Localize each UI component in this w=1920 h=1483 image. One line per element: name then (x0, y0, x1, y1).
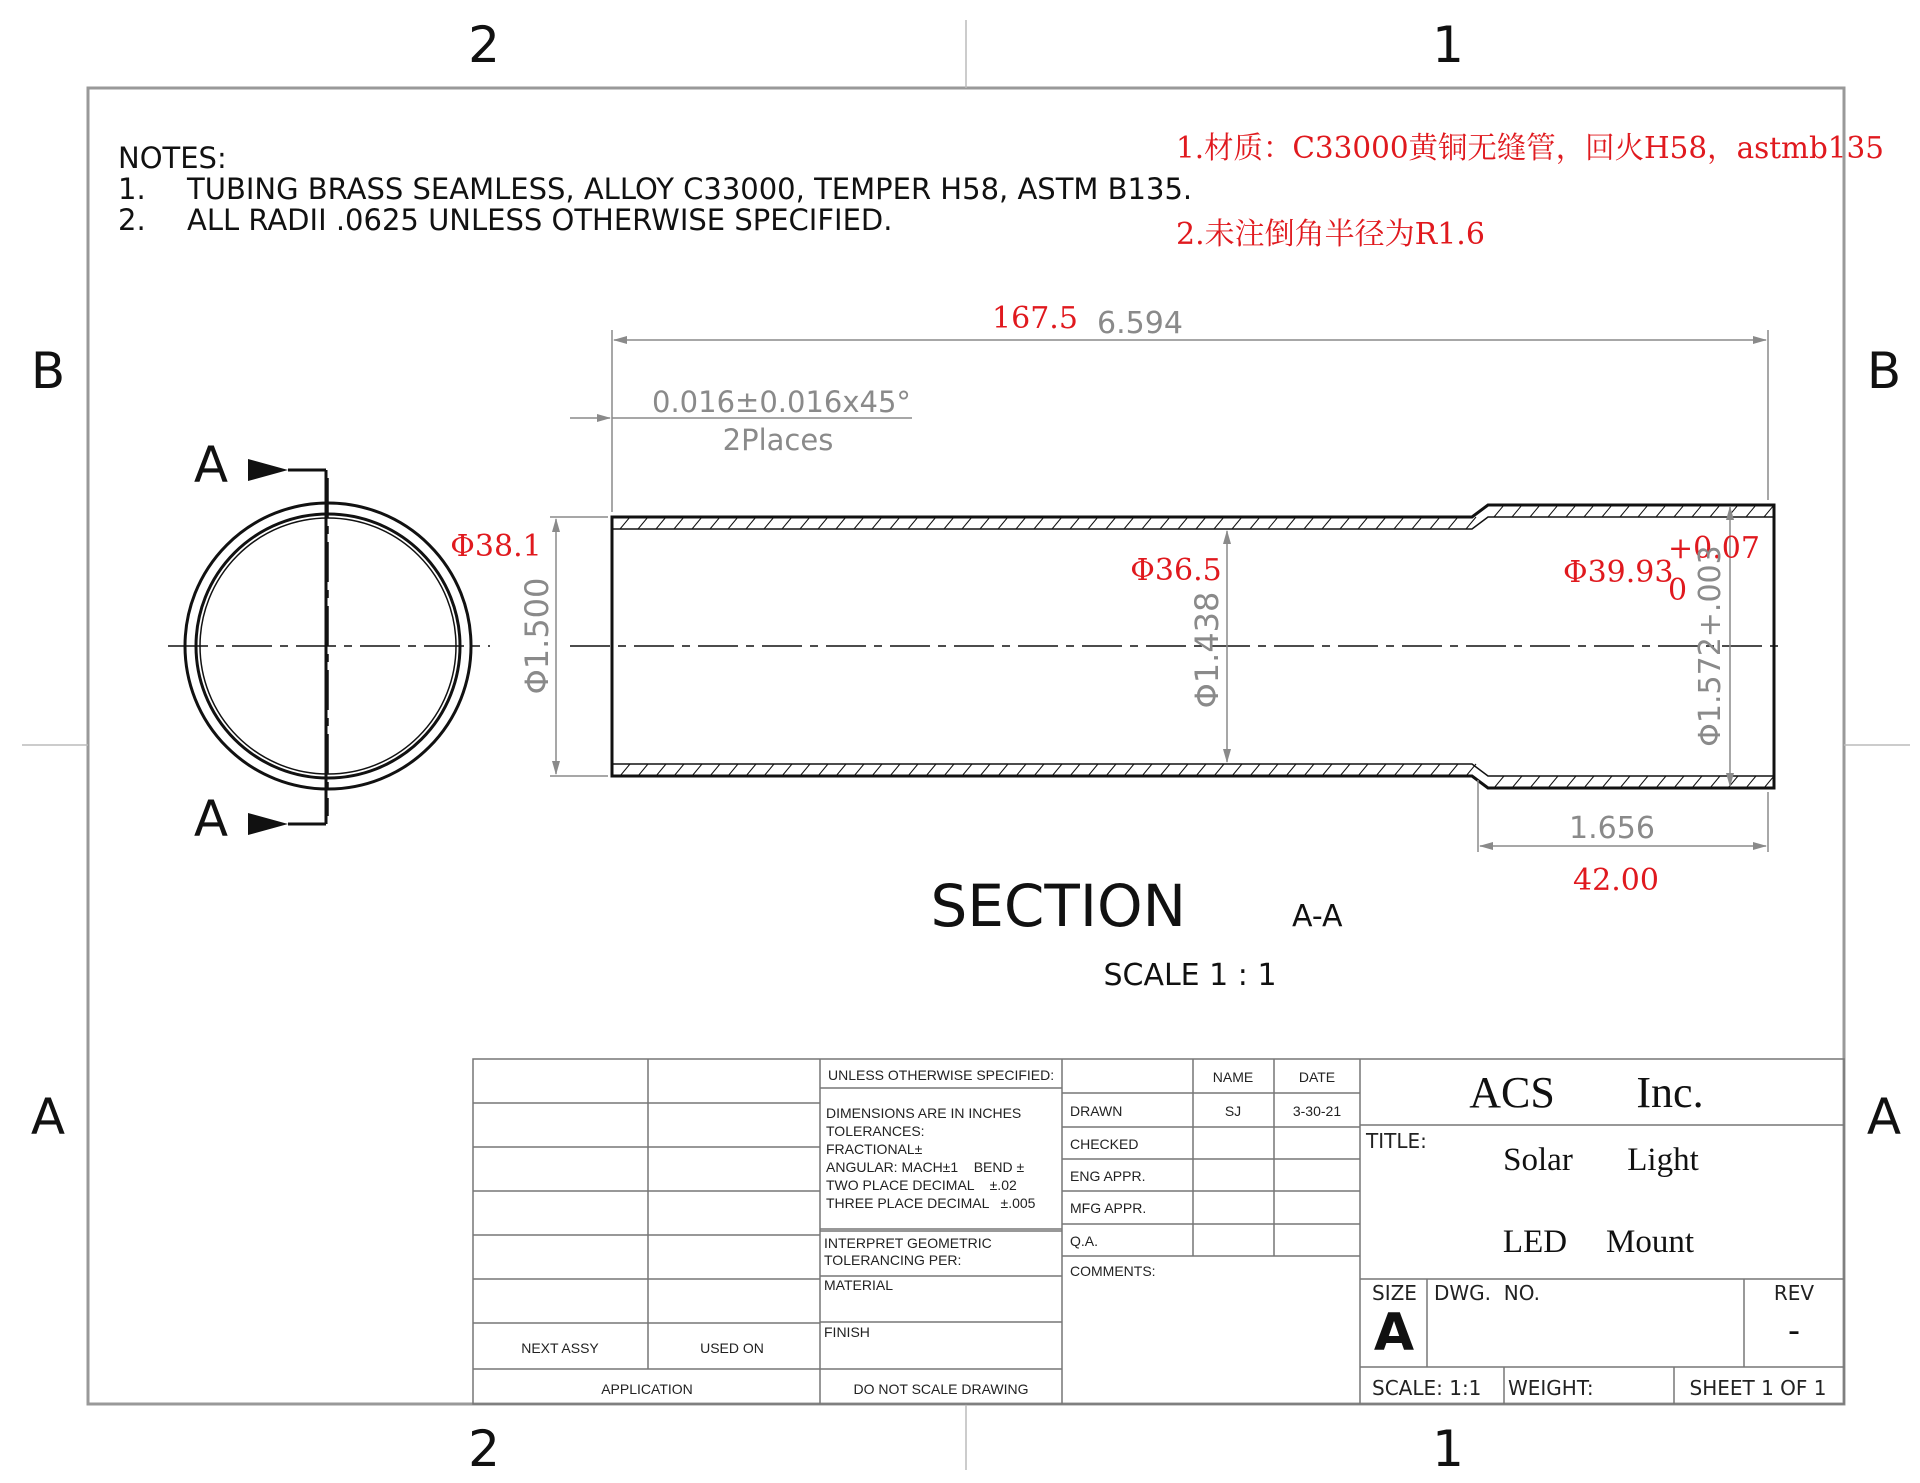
note-1-text: TUBING BRASS SEAMLESS, ALLOY C33000, TEMPER H58, ASTM B135. (187, 172, 1193, 206)
tb-unless: UNLESS OTHERWISE SPECIFIED: (828, 1067, 1055, 1083)
tb-interpret-1: INTERPRET GEOMETRIC (824, 1235, 992, 1251)
tb-rev-label: REV (1773, 1281, 1815, 1305)
tb-dims-line-1: DIMENSIONS ARE IN INCHES (826, 1105, 1022, 1121)
tb-title-word-3: LED (1502, 1224, 1568, 1260)
zone-label-right-b: B (1866, 342, 1902, 400)
tb-date-header: DATE (1298, 1069, 1336, 1085)
tb-size-value: A (1373, 1303, 1415, 1363)
tb-dims-line-4: ANGULAR: MACH±1 BEND ± (826, 1159, 1025, 1175)
tb-eng-appr: ENG APPR. (1070, 1168, 1146, 1184)
zone-label-right-a: A (1866, 1088, 1902, 1146)
dim-end-length-mm: 42.00 (1573, 863, 1659, 898)
section-suffix: A-A (1292, 899, 1343, 934)
tb-drawn-date: 3-30-21 (1292, 1103, 1342, 1119)
section-title: SECTION (930, 872, 1186, 940)
tb-weight: WEIGHT: (1508, 1376, 1594, 1400)
dim-od-left-in: Φ1.500 (518, 577, 556, 695)
notes-heading: NOTES: (118, 141, 227, 175)
tb-checked: CHECKED (1070, 1136, 1139, 1152)
note-2-text: ALL RADII .0625 UNLESS OTHERWISE SPECIFIED. (187, 203, 893, 237)
tb-used-on: USED ON (700, 1340, 764, 1356)
tb-company-suffix: Inc. (1636, 1068, 1704, 1117)
tb-dwg-no-label: DWG. NO. (1434, 1281, 1540, 1305)
tb-drawn-name: SJ (1224, 1103, 1242, 1119)
dim-overall-mm: 167.5 (992, 301, 1078, 336)
tb-application: APPLICATION (601, 1381, 693, 1397)
tb-comments: COMMENTS: (1070, 1263, 1156, 1279)
zone-label-bottom-right: 1 (1432, 1420, 1464, 1478)
zone-label-top-right: 1 (1432, 16, 1464, 74)
zone-label-bottom-left: 2 (468, 1420, 500, 1478)
tb-mfg-appr: MFG APPR. (1070, 1200, 1147, 1216)
note-2-number: 2. (118, 203, 146, 237)
tb-sheet: SHEET 1 OF 1 (1689, 1376, 1827, 1400)
dim-od-right-in: Φ1.572+.003 (1693, 545, 1728, 747)
dim-od-right-mm: Φ39.93 (1563, 555, 1674, 590)
tb-dims-line-3: FRACTIONAL± (826, 1141, 923, 1157)
note-cn-1: 1.材质：C33000黄铜无缝管，回火H58，astmb135 (1176, 131, 1884, 166)
section-mark-top: A (193, 436, 229, 494)
chamfer-callout: 0.016±0.016x45° (652, 385, 911, 419)
note-cn-2: 2.未注倒角半径为R1.6 (1176, 217, 1485, 252)
tb-do-not-scale: DO NOT SCALE DRAWING (853, 1381, 1029, 1397)
tb-material: MATERIAL (824, 1277, 893, 1293)
zone-label-left-a: A (30, 1088, 66, 1146)
tb-qa: Q.A. (1070, 1233, 1099, 1249)
tb-name-header: NAME (1212, 1069, 1254, 1085)
zone-label-left-b: B (30, 342, 66, 400)
dim-overall-in: 6.594 (1097, 306, 1183, 341)
end-view (168, 478, 490, 816)
dim-end-length-in: 1.656 (1569, 811, 1655, 846)
dim-id-in: Φ1.438 (1188, 591, 1226, 709)
tb-finish: FINISH (824, 1324, 870, 1340)
tb-size-label: SIZE (1372, 1281, 1417, 1305)
dim-overall-length (612, 330, 1768, 512)
note-1-number: 1. (118, 172, 146, 206)
tb-title-word-4: Mount (1605, 1224, 1695, 1260)
tb-next-assy: NEXT ASSY (521, 1340, 599, 1356)
tb-dims-line-2: TOLERANCES: (826, 1123, 925, 1139)
tb-title-word-2: Light (1627, 1142, 1699, 1178)
chamfer-places: 2Places (722, 423, 834, 457)
tb-scale: SCALE: 1:1 (1372, 1376, 1482, 1400)
zone-label-top-left: 2 (468, 16, 500, 74)
tb-title-label: TITLE: (1366, 1129, 1427, 1153)
dim-od-right-tol-lower: 0 (1668, 573, 1688, 608)
tb-interpret-2: TOLERANCING PER: (824, 1252, 962, 1268)
section-scale: SCALE 1 : 1 (1103, 958, 1277, 993)
dim-od-right-tol-upper: +0.07 (1668, 531, 1760, 566)
tb-rev-value: - (1787, 1311, 1801, 1351)
tb-dims-line-6: THREE PLACE DECIMAL ±.005 (826, 1195, 1036, 1211)
tb-dims-line-5: TWO PLACE DECIMAL ±.02 (826, 1177, 1017, 1193)
dim-od-left-mm: Φ38.1 (450, 529, 542, 564)
tb-drawn: DRAWN (1070, 1103, 1123, 1119)
dim-id-mm: Φ36.5 (1130, 553, 1222, 588)
tb-company-name: ACS (1469, 1068, 1555, 1117)
tb-title-word-1: Solar (1503, 1142, 1573, 1178)
section-mark-bottom: A (193, 790, 229, 848)
